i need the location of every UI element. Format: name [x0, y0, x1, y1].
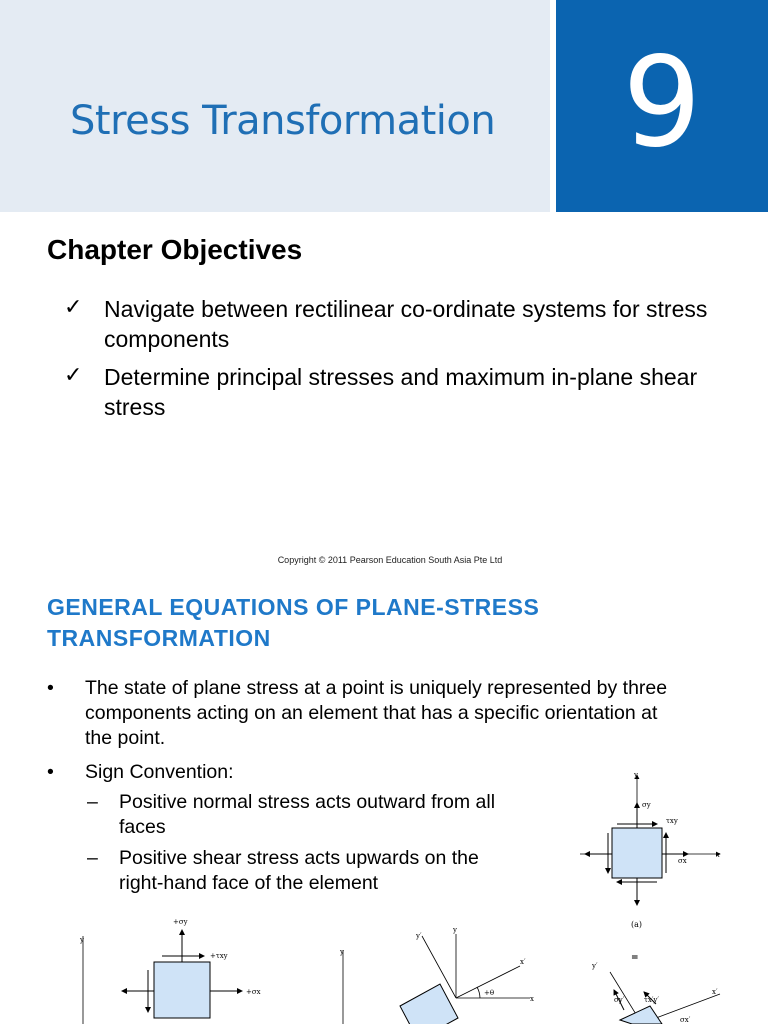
figure-caption: (a): [631, 920, 643, 929]
copyright-notice: Copyright © 2011 Pearson Education South Asia Pte Ltd: [277, 555, 503, 565]
plus-tau-xy-label: +τxy: [210, 952, 228, 960]
bullet-icon: •: [47, 761, 54, 783]
sigma-x-prime-label: σx′: [680, 1016, 691, 1024]
x-prime-label: x′: [520, 958, 526, 966]
plus-sigma-x-label: +σx: [246, 988, 261, 996]
section-heading-line: GENERAL EQUATIONS OF PLANE-STRESS: [47, 594, 540, 620]
transformed-stress-figure: [580, 948, 730, 1024]
sub-item-text: Positive shear stress acts upwards on the right-hand face of the element: [119, 847, 479, 894]
y-axis-label: y: [340, 948, 344, 956]
y-axis-label: y: [80, 936, 84, 944]
slide-title: Stress Transformation: [70, 98, 496, 144]
check-icon: ✓: [64, 294, 83, 319]
objective-text: Navigate between rectilinear co-ordinate systems for stress components: [104, 296, 708, 352]
stress-element: [154, 962, 210, 1018]
plus-sigma-y-label: +σy: [173, 918, 188, 926]
y-prime-label: y′: [592, 962, 598, 970]
tau-xy-label: τxy: [666, 817, 678, 825]
sign-convention-label: Sign Convention:: [85, 761, 234, 783]
objectives-heading: Chapter Objectives: [47, 234, 303, 265]
plane-stress-paragraph: [47, 676, 687, 751]
chapter-number: 9: [622, 31, 702, 175]
stress-element: [612, 828, 662, 878]
sigma-x-label: σx: [678, 857, 687, 865]
rotated-stress-element: [620, 1006, 662, 1024]
y-axis-label: y: [634, 771, 638, 779]
check-icon: ✓: [64, 362, 83, 387]
sigma-y-label: σy: [642, 801, 651, 809]
theta-label: +θ: [484, 989, 495, 997]
y-label: y: [453, 926, 457, 934]
chapter-number-box: [556, 0, 768, 212]
paragraph-text: The state of plane stress at a point is uniquely represented by three components acting on an element that has a specific orientation at the point.: [85, 677, 668, 749]
theta-arc: [477, 987, 480, 998]
dash-icon: –: [87, 847, 98, 869]
bottom-stress-figure: [70, 912, 290, 1024]
sub-item-text: Positive normal stress acts outward from all faces: [119, 791, 496, 838]
title-banner: [0, 0, 550, 212]
x-axis-label: x: [716, 851, 720, 859]
equals-sign: =: [631, 953, 639, 963]
sign-convention-block: [47, 760, 547, 894]
tau-xy-prime-label: τx′y′: [644, 996, 659, 1004]
objectives-list: [64, 294, 744, 430]
sub-item: [87, 846, 507, 896]
section-heading-line: TRANSFORMATION: [47, 625, 271, 651]
x-label: x: [530, 995, 534, 1003]
sub-item: [87, 790, 507, 840]
stress-element-figure: [570, 765, 740, 935]
objective-item: [64, 362, 744, 422]
section-heading: [47, 592, 687, 654]
rotated-element-figure: [330, 920, 550, 1024]
dash-icon: –: [87, 791, 98, 813]
rotated-stress-element: [400, 984, 458, 1024]
bullet-icon: •: [47, 677, 54, 699]
objective-item: [64, 294, 744, 354]
objective-text: Determine principal stresses and maximum in-plane shear stress: [104, 364, 698, 420]
y-prime-label: y′: [416, 932, 422, 940]
sigma-y-prime-label: σy′: [614, 996, 625, 1004]
x-prime-label: x′: [712, 988, 718, 996]
